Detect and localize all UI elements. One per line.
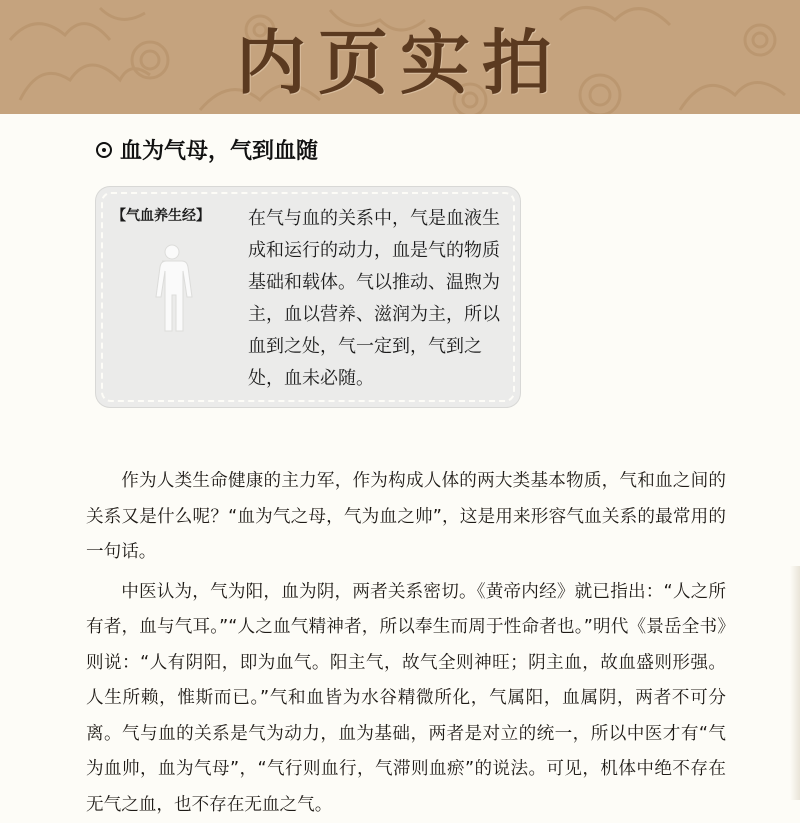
banner-title: 内页实拍 [0,0,800,114]
circle-dot-bullet-icon [96,142,112,158]
tip-box [96,187,520,407]
page-edge-shadow [790,566,800,800]
tip-label: 【气血养生经】 [112,205,210,225]
section-heading [96,134,318,165]
body-paragraph: 中医认为，气为阳，血为阴，两者关系密切。《黄帝内经》就已指出：“人之所有者，血与气耳。”“人之血气精神者，所以奉生而周于性命者也。”明代《景岳全书》则说：“人有阴阳，即为血气。阳主气，故气全则神旺；阴主血，故血盛则形强。人生所赖，惟斯而已。”气和血皆为水谷精微所化，气属阳，血属阴，两者不可分离。气与血的关系是气为动力，血为基础，两者是对立的统一，所以中医才有“气为血帅，血为气母”，“气行则血行，气滞则血瘀”的说法。可见，机体中绝不存在无气之血，也不存在无血之气。 [86,575,726,823]
page-banner [0,0,800,114]
human-figure-icon [148,243,196,333]
section-heading-text: 血为气母，气到血随 [120,134,318,165]
body-text [86,464,726,823]
tip-text: 在气与血的关系中，气是血液生成和运行的动力，血是气的物质基础和载体。气以推动、温煦为主，血以营养、滋润为主，所以血到之处，气一定到，气到之处，血未必随。 [248,203,506,395]
body-paragraph: 作为人类生命健康的主力军，作为构成人体的两大类基本物质，气和血之间的关系又是什么呢？“血为气之母，气为血之帅”，这是用来形容气血关系的最常用的一句话。 [86,464,726,571]
